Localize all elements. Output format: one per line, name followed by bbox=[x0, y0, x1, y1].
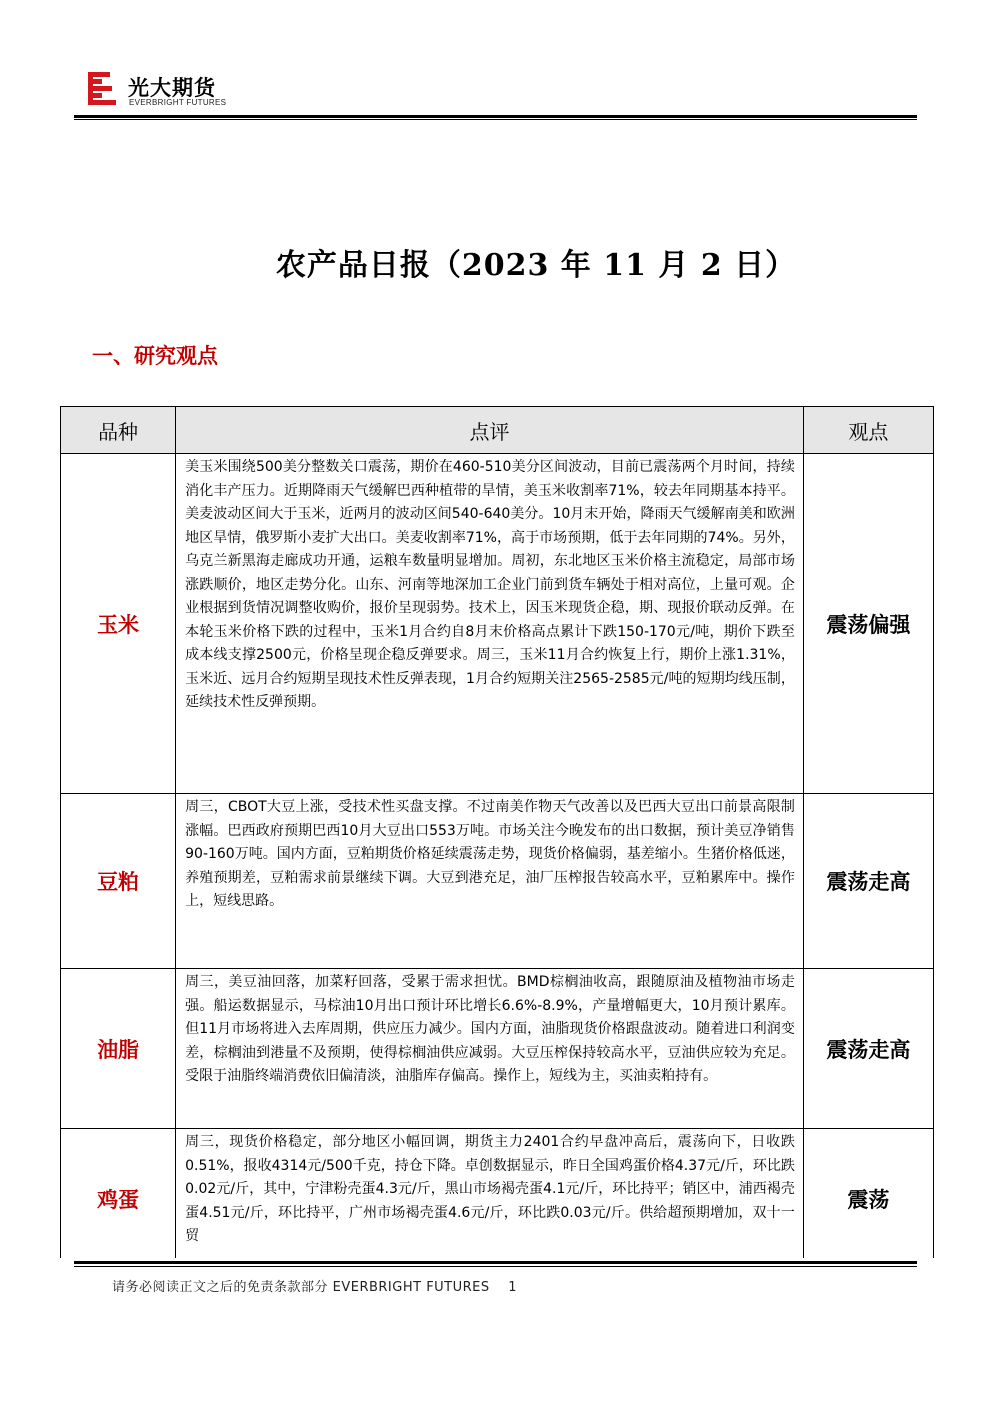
variety-cell: 豆粕 bbox=[61, 794, 176, 969]
page-number: 1 bbox=[508, 1280, 518, 1295]
header-divider-thin bbox=[74, 119, 917, 120]
comment-cell: 周三，CBOT大豆上涨，受技术性买盘支撑。不过南美作物天气改善以及巴西大豆出口前景高限制涨幅。巴西政府预期巴西10月大豆出口553万吨。市场关注今晚发布的出口数据，预计美豆净销售90-160万吨。国内方面，豆粕期货价格延续震荡走势，现货价格偏弱，基差缩小。生猪价格低迷，养殖预期差，豆粕需求前景继续下调。大豆到港充足，油厂压榨报告较高水平，豆粕累库中。操作上，短线思路。 bbox=[176, 794, 804, 969]
footer-divider bbox=[74, 1261, 917, 1264]
view-cell: 震荡 bbox=[803, 1129, 933, 1269]
variety-cell: 油脂 bbox=[61, 969, 176, 1129]
table-row bbox=[61, 454, 934, 794]
comment-cell: 周三，现货价格稳定，部分地区小幅回调，期货主力2401合约早盘冲高后，震荡向下，日收跌0.51%，报收4314元/500千克，持仓下降。卓创数据显示，昨日全国鸡蛋价格4.37元/斤，环比跌0.02元/斤，其中，宁津粉壳蛋4.3元/斤，黑山市场褐壳蛋4.1元/斤，环比持平；销区中，浦西褐壳蛋4.51元/斤，环比持平，广州市场褐壳蛋4.6元/斤，环比跌0.03元/斤。供给超预期增加，双十一贸 bbox=[176, 1129, 804, 1269]
header-view: 观点 bbox=[803, 407, 933, 454]
header-variety: 品种 bbox=[61, 407, 176, 454]
company-logo bbox=[88, 70, 238, 110]
view-cell: 震荡走高 bbox=[803, 794, 933, 969]
view-cell: 震荡走高 bbox=[803, 969, 933, 1129]
logo-subtitle: EVERBRIGHT FUTURES bbox=[129, 98, 227, 107]
logo-mark-icon bbox=[88, 72, 118, 106]
variety-cell: 玉米 bbox=[61, 454, 176, 794]
logo-name: 光大期货 bbox=[128, 76, 216, 100]
section-title: 一、研究观点 bbox=[92, 343, 218, 368]
research-table bbox=[60, 406, 934, 1269]
report-title: 农产品日报（2023 年 11 月 2 日） bbox=[275, 248, 797, 283]
view-cell: 震荡偏强 bbox=[803, 454, 933, 794]
footer-text: 请务必阅读正文之后的免责条款部分 EVERBRIGHT FUTURES bbox=[112, 1280, 490, 1295]
header-divider bbox=[74, 115, 917, 118]
table-header-row bbox=[61, 407, 934, 454]
variety-cell: 鸡蛋 bbox=[61, 1129, 176, 1269]
footer-disclaimer bbox=[112, 1276, 517, 1295]
header-comment: 点评 bbox=[176, 407, 804, 454]
comment-cell: 周三，美豆油回落，加菜籽回落，受累于需求担忧。BMD棕榈油收高，跟随原油及植物油市场走强。船运数据显示，马棕油10月出口预计环比增长6.6%-8.9%，产量增幅更大，10月预计累库。但11月市场将进入去库周期，供应压力减少。国内方面，油脂现货价格跟盘波动。随着进口利润变差，棕榈油到港量不及预期，使得棕榈油供应减弱。大豆压榨保持较高水平，豆油供应较为充足。受限于油脂终端消费依旧偏清淡，油脂库存偏高。操作上，短线为主，买油卖粕持有。 bbox=[176, 969, 804, 1129]
footer-divider-thin bbox=[74, 1266, 917, 1267]
table-row bbox=[61, 1129, 934, 1269]
table-row bbox=[61, 969, 934, 1129]
table-row bbox=[61, 794, 934, 969]
comment-cell: 美玉米围绕500美分整数关口震荡，期价在460-510美分区间波动，目前已震荡两个月时间，持续消化丰产压力。近期降雨天气缓解巴西种植带的旱情，美玉米收割率71%，较去年同期基本持平。美麦波动区间大于玉米，近两月的波动区间540-640美分。10月末开始，降雨天气缓解南美和欧洲地区旱情，俄罗斯小麦扩大出口。美麦收割率71%，高于市场预期，低于去年同期的74%。另外，乌克兰新黑海走廊成功开通，运粮车数量明显增加。周初，东北地区玉米价格主流稳定，局部市场涨跌顺价，地区走势分化。山东、河南等地深加工企业门前到货车辆处于相对高位，上量可观。企业根据到货情况调整收购价，报价呈现弱势。技术上，因玉米现货企稳，期、现报价联动反弹。在本轮玉米价格下跌的过程中，玉米1月合约自8月末价格高点累计下跌150-170元/吨，期价下跌至成本线支撑2500元，价格呈现企稳反弹要求。周三，玉米11月合约恢复上行，期价上涨1.31%，玉米近、远月合约短期呈现技术性反弹表现，1月合约短期关注2565-2585元/吨的短期均线压制，延续技术性反弹预期。 bbox=[176, 454, 804, 794]
